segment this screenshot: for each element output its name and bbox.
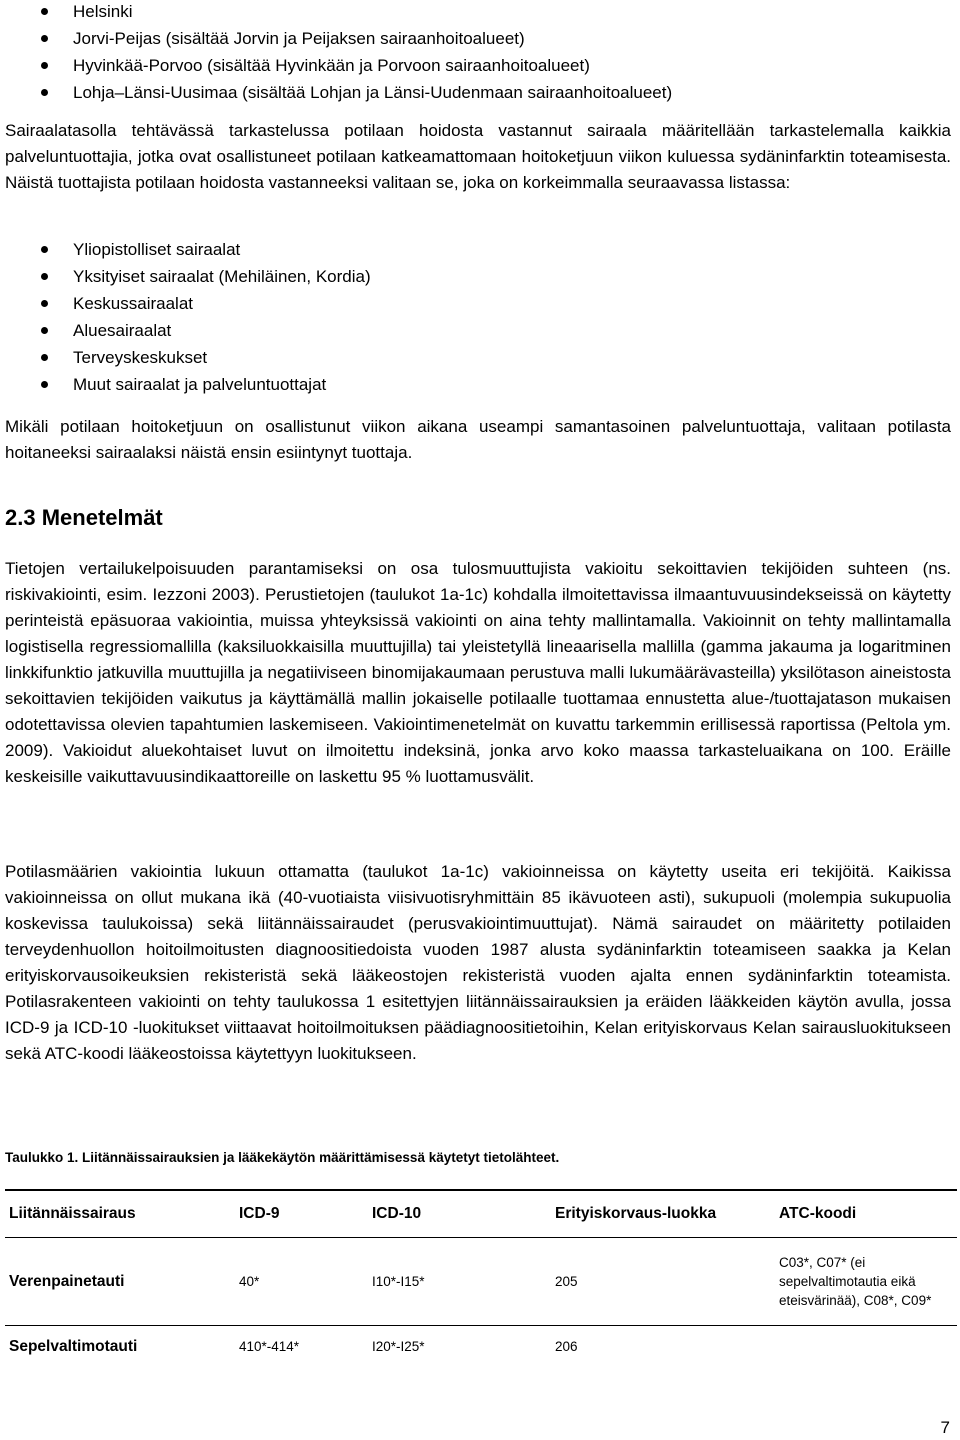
table-caption: Taulukko 1. Liitännäissairauksien ja lääkekäytön määrittämisessä käytetyt tietolähteet.	[5, 1150, 560, 1165]
column-header: ATC-koodi	[779, 1205, 857, 1222]
list-item: Keskussairaalat	[5, 290, 951, 317]
table-header-row	[5, 1190, 957, 1238]
page-number: 7	[940, 1418, 950, 1437]
list-item: Terveyskeskukset	[5, 344, 951, 371]
column-header: ICD-10	[372, 1205, 422, 1222]
comorbidity-table	[5, 1189, 957, 1368]
paragraph-same-level-provider: Mikäli potilaan hoitoketjuun on osallistunut viikon aikana useampi samantasoinen palveluntuottaja, valitaan potilasta hoitaneeksi sairaalaksi näistä ensin esiintynyt tuottaja.	[5, 417, 951, 462]
table-row	[5, 1238, 957, 1326]
row-label: Verenpainetauti	[9, 1272, 125, 1290]
table-cell: 205	[555, 1274, 578, 1289]
row-label: Sepelvaltimotauti	[9, 1337, 138, 1355]
table-row	[5, 1326, 957, 1368]
table-cell: I20*-I25*	[372, 1339, 425, 1355]
paragraph-covariates: Potilasmäärien vakiointia lukuun ottamatta (taulukot 1a-1c) vakioinneissa on käytetty useita eri tekijöitä. Kaikissa vakioinneissa on ollut mukana ikä (40-vuotiaista viisivuotisryhmittäin 85 ikävuoteen asti), sukupuoli (molempia sukupuolia koskevissa taulukoissa) sekä liitännäissairaudet (perusvakiointimuuttujat). Nämä sairaudet on määritetty potilaiden terveydenhuollon hoitoilmoitusten diagnoositiedoista vuoden 1987 alusta sydäninfarktin toteamiseen saakka ja Kelan erityiskorvausoikeuksien rekisteristä sekä lääkeostojen rekisteristä vuoden ajalta ennen sydäninfarktin toteamista. Potilasrakenteen vakiointi on tehty taulukossa 1 esitettyjen liitännäissairauksien ja eräiden lääkkeiden käytön avulla, jossa ICD-9 ja ICD-10 -luokitukset viittaavat hoitoilmoituksen päädiagnoositietoihin, Kelan erityiskorvaus Kelan sairausluokitukseen sekä ATC-koodi lääkeostoissa käytettyyn luokitukseen.	[5, 862, 951, 1063]
table-cell: C03*, C07* (ei sepelvaltimotautia eikä eteisvärinää), C08*, C09*	[779, 1255, 932, 1308]
section-number: 2.3	[5, 505, 36, 530]
list-item: Muut sairaalat ja palveluntuottajat	[5, 371, 951, 398]
table-cell: 40*	[239, 1274, 260, 1289]
list-item: Helsinki	[5, 0, 951, 25]
table-cell: I10*-I15*	[372, 1274, 425, 1289]
paragraph-methods: Tietojen vertailukelpoisuuden parantamiseksi on osa tulosmuuttujista vakioitu sekoittavien tekijöiden suhteen (ns. riskivakiointi, esim. Iezzoni 2003). Perustietojen (taulukot 1a-1c) kohdalla ilmoitettavissa ilmaantuvuusindekseissä on käytetty perinteistä epäsuoraa vakiointia, muissa yhteyksissä vakiointi on aina tehty mallintamalla. Vakioinnit on tehty mallintamalla logistisella regressiomallilla (kaksiluokkaisilla muuttujilla) tai yleistetyllä lineaarisella mallilla (gamma jakauma ja logaritminen linkkifunktio jatkuvilla muuttujilla ja negatiiviseen binomijakaumaan perustuva malli lukumäärävasteilla) yksilötason aineistosta sekoittavien tekijöiden vaikutus ja käyttämällä mallin jokaiselle potilaalle tuottamaa ennustetta alue-/tuottajatason mukaisen odotettavissa olevien tapahtumien laskemiseen. Vakiointimenetelmät on kuvattu tarkemmin erillisessä raportissa (Peltola ym. 2009). Vakioidut aluekohtaiset luvut on ilmoitettu indeksinä, jonka arvo koko maassa tarkasteluaikana on 100. Eräille keskeisille vaikuttavuusindikaattoreille on laskettu 95 % luottamusvälit.	[5, 559, 951, 786]
table-cell	[775, 1326, 957, 1368]
paragraph-hospital-definition: Sairaalatasolla tehtävässä tarkastelussa potilaan hoidosta vastannut sairaala määritellään tarkastelemalla kaikkia palveluntuottajia, jotka ovat osallistuneet potilaan katkeamattomaan hoitoketjuun viikon kuluessa sydäninfarktin toteamisesta. Näistä tuottajista potilaan hoidosta vastanneeksi valitaan se, joka on korkeimmalla seuraavassa listassa:	[5, 121, 951, 192]
column-header: Erityiskorvaus-luokka	[555, 1205, 717, 1222]
list-item: Jorvi-Peijas (sisältää Jorvin ja Peijaksen sairaanhoitoalueet)	[5, 25, 951, 52]
list-item: Yksityiset sairaalat (Mehiläinen, Kordia)	[5, 263, 951, 290]
column-header: ICD-9	[239, 1205, 280, 1222]
hospital-priority-list	[5, 236, 951, 398]
section-title: Menetelmät	[41, 505, 163, 530]
list-item: Yliopistolliset sairaalat	[5, 236, 951, 263]
list-item: Lohja–Länsi-Uusimaa (sisältää Lohjan ja Länsi-Uudenmaan sairaanhoitoalueet)	[5, 79, 951, 106]
list-item: Aluesairaalat	[5, 317, 951, 344]
table-cell: 410*-414*	[239, 1339, 300, 1355]
table-cell: 206	[555, 1339, 578, 1355]
region-list	[5, 0, 951, 106]
list-item: Hyvinkää-Porvoo (sisältää Hyvinkään ja Porvoon sairaanhoitoalueet)	[5, 52, 951, 79]
column-header: Liitännäissairaus	[9, 1205, 136, 1222]
section-heading	[5, 503, 951, 533]
